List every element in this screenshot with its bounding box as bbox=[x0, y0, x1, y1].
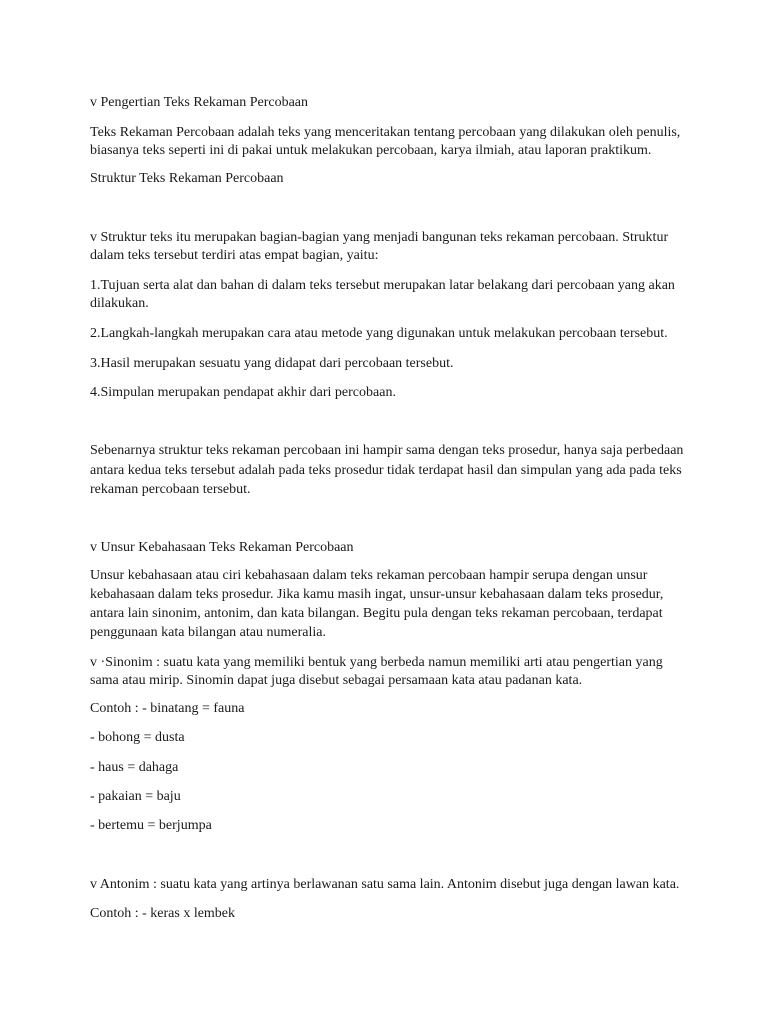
heading-unsur: v Unsur Kebahasaan Teks Rekaman Percobaan bbox=[90, 540, 354, 555]
unsur-line: antara lain sinonim, antonim, dan kata bilangan. Begitu pula dengan teks rekaman percobaan, terdapat bbox=[90, 606, 663, 621]
struktur-item-2: 2.Langkah-langkah merupakan cara atau metode yang digunakan untuk melakukan percobaan tersebut. bbox=[90, 326, 668, 341]
unsur-line: kebahasaan dalam teks prosedur. Jika kamu masih ingat, unsur-unsur kebahasaan dalam teks prosedur, bbox=[90, 587, 664, 602]
sinonim-line: v ·Sinonim : suatu kata yang memiliki bentuk yang berbeda namun memiliki arti atau pengertian yang bbox=[90, 655, 663, 670]
struktur-item-3: 3.Hasil merupakan sesuatu yang didapat dari percobaan tersebut. bbox=[90, 356, 454, 371]
sinonim-example: Contoh : - binatang = fauna bbox=[90, 701, 245, 716]
antonim-example: Contoh : - keras x lembek bbox=[90, 906, 236, 921]
comparison-line: rekaman percobaan tersebut. bbox=[90, 482, 251, 497]
heading-struktur: Struktur Teks Rekaman Percobaan bbox=[90, 171, 284, 186]
struktur-item-1-line: 1.Tujuan serta alat dan bahan di dalam teks tersebut merupakan latar belakang dari percobaan yang akan bbox=[90, 278, 675, 293]
antonim-line: v Antonim : suatu kata yang artinya berlawanan satu sama lain. Antonim disebut juga dengan lawan kata. bbox=[90, 877, 680, 892]
definition-line: biasanya teks seperti ini di pakai untuk melakukan percobaan, karya ilmiah, atau laporan praktikum. bbox=[90, 143, 652, 158]
comparison-line: antara kedua teks tersebut adalah pada teks prosedur tidak terdapat hasil dan simpulan yang ada pada teks bbox=[90, 463, 682, 478]
struktur-intro-line: dalam teks tersebut terdiri atas empat bagian, yaitu: bbox=[90, 248, 379, 263]
sinonim-example: - bohong = dusta bbox=[90, 730, 185, 745]
heading-pengertian: v Pengertian Teks Rekaman Percobaan bbox=[90, 95, 309, 110]
unsur-line: penggunaan kata bilangan atau numeralia. bbox=[90, 625, 326, 640]
sinonim-example: - bertemu = berjumpa bbox=[90, 818, 212, 833]
definition-line: Teks Rekaman Percobaan adalah teks yang menceritakan tentang percobaan yang dilakukan oleh penulis, bbox=[90, 125, 681, 140]
unsur-line: Unsur kebahasaan atau ciri kebahasaan dalam teks rekaman percobaan hampir serupa dengan unsur bbox=[90, 568, 648, 583]
struktur-item-4: 4.Simpulan merupakan pendapat akhir dari percobaan. bbox=[90, 385, 396, 400]
struktur-item-1-line: dilakukan. bbox=[90, 296, 149, 311]
sinonim-example: - pakaian = baju bbox=[90, 789, 181, 804]
struktur-intro-line: v Struktur teks itu merupakan bagian-bagian yang menjadi bangunan teks rekaman percobaan. Struktur bbox=[90, 230, 669, 245]
comparison-line: Sebenarnya struktur teks rekaman percobaan ini hampir sama dengan teks prosedur, hanya saja perbedaan bbox=[90, 443, 684, 458]
sinonim-example: - haus = dahaga bbox=[90, 760, 179, 775]
sinonim-line: sama atau mirip. Sinomin dapat juga disebut sebagai persamaan kata atau padanan kata. bbox=[90, 673, 583, 688]
